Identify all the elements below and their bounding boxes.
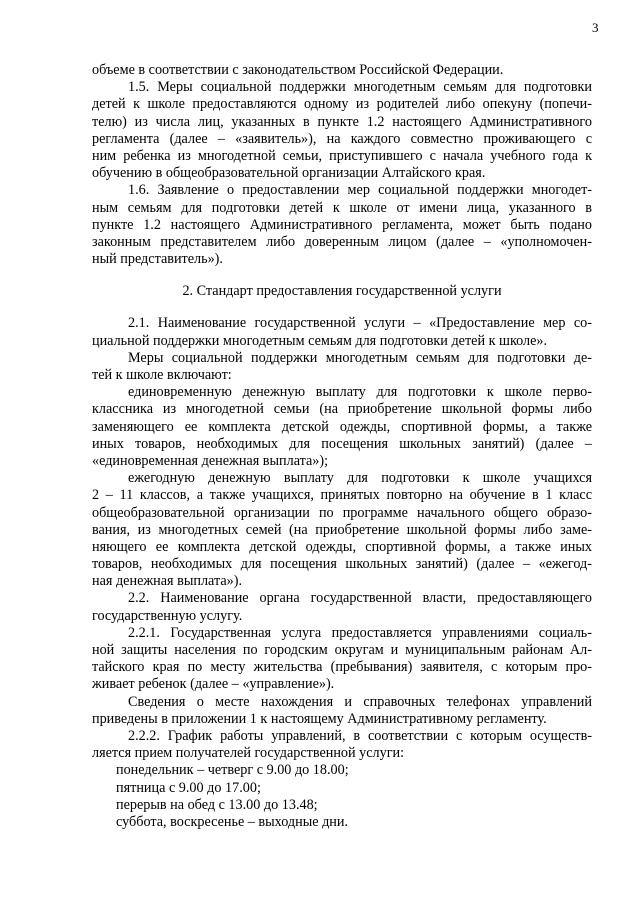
- text-line: ный представитель»).: [92, 251, 223, 268]
- document-body: [92, 62, 592, 831]
- text-line: обучению в общеобразовательной организации Алтайского края.: [92, 165, 486, 182]
- text-line: тайского края по месту жительства (пребывания) заявителя, с которым про-: [92, 659, 592, 676]
- text-line: циальной поддержки многодетным семьям для подготовки детей к школе».: [92, 332, 548, 349]
- text-line: 2 – 11 классов, а также учащихся, принятых повторно на обучение в 1 класс: [92, 487, 592, 504]
- text-line: «единовременная денежная выплата»);: [92, 452, 329, 469]
- text-line: единовременную денежную выплату для подготовки к школе перво-: [128, 384, 592, 401]
- text-line: ным семьям для подготовки детей к школе от имени лица, указанного в: [92, 199, 592, 216]
- text-line: классника из многодетной семьи (на приобретение школьной формы либо: [92, 401, 592, 418]
- text-line: государственную услугу.: [92, 607, 243, 624]
- text-line: ная денежная выплата»).: [92, 573, 243, 590]
- text-line: суббота, воскресенье – выходные дни.: [116, 813, 349, 830]
- text-line: пункте 1.2 настоящего Административного регламента, может быть подано: [92, 216, 592, 233]
- section-heading: 2. Стандарт предоставления государственной услуги: [182, 283, 502, 300]
- text-line: Меры социальной поддержки многодетным семьям для подготовки де-: [128, 349, 592, 366]
- text-line: 2.2. Наименование органа государственной власти, предоставляющего: [128, 590, 592, 607]
- text-line: ной защиты населения по городским округам и муниципальным районам Ал-: [92, 642, 592, 658]
- text-line: Сведения о месте нахождения и справочных телефонах управлений: [128, 693, 592, 710]
- paragraph-gap: [92, 300, 592, 315]
- text-line: общеобразовательной организации по программе начального общего образо-: [92, 504, 592, 521]
- text-line: заменяющего ее комплекта детской одежды, спортивной формы, а также: [92, 418, 592, 435]
- text-line: 2.2.2. График работы управлений, в соответствии с которым осуществ-: [128, 727, 592, 744]
- text-line: перерыв на обед с 13.00 до 13.48;: [116, 796, 318, 813]
- text-line: иных товаров, необходимых для посещения школьных занятий) (далее –: [92, 435, 592, 452]
- text-line: ляется прием получателей государственной услуги:: [92, 745, 405, 762]
- text-line: 2.1. Наименование государственной услуги – «Предоставление мер со-: [128, 315, 592, 332]
- text-line: 1.6. Заявление о предоставлении мер социальной поддержки многодет-: [128, 182, 592, 199]
- text-line: ежегодную денежную выплату для подготовки к школе учащихся: [128, 470, 592, 487]
- text-line: тей к школе включают:: [92, 367, 232, 383]
- text-line: товаров, необходимых для посещения школьных занятий) (далее – «ежегод-: [92, 556, 592, 573]
- text-line: 2.2.1. Государственная услуга предоставляется управлениями социаль-: [128, 624, 592, 641]
- text-line: 1.5. Меры социальной поддержки многодетным семьям для подготовки: [128, 79, 592, 96]
- text-line: пятница с 9.00 до 17.00;: [116, 779, 261, 796]
- text-line: регламента (далее – «заявитель»), на каждого совместно проживающего с: [92, 130, 592, 147]
- page-number: 3: [592, 20, 599, 35]
- paragraph-gap: [92, 268, 592, 283]
- text-line: объеме в соответствии с законодательством Российской Федерации.: [92, 62, 504, 78]
- text-line: живает ребенок (далее – «управление»).: [92, 676, 335, 693]
- text-line: няющего ее комплекта детской одежды, спортивной формы, а также иных: [92, 538, 592, 555]
- text-line: ним ребенка из многодетной семьи, приступившего с начала учебного года к: [92, 147, 592, 164]
- text-line: детей к школе предоставляются одному из родителей либо опекуну (попечи-: [92, 96, 592, 113]
- text-line: телю) из числа лиц, указанных в пункте 1.2 настоящего Административного: [92, 113, 592, 130]
- text-line: приведены в приложении 1 к настоящему Административному регламенту.: [92, 710, 547, 727]
- text-line: законным представителем либо доверенным лицом (далее – «уполномочен-: [92, 233, 592, 250]
- text-line: вания, из многодетных семей (на приобретение школьной формы либо заме-: [92, 521, 592, 538]
- text-line: понедельник – четверг с 9.00 до 18.00;: [116, 762, 349, 779]
